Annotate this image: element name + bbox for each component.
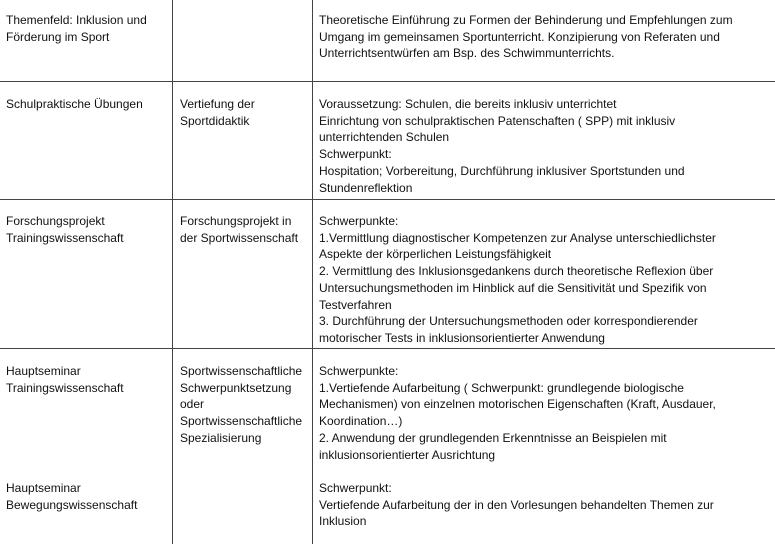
cell-line: Sportwissenschaftliche xyxy=(180,364,303,378)
row-4-module xyxy=(180,363,302,447)
row-2-description xyxy=(319,96,685,196)
cell-line: Schwerpunkte: xyxy=(319,364,399,378)
cell-line: unterrichtenden Schulen xyxy=(319,130,450,145)
cell-line: Koordination…) xyxy=(319,414,403,429)
cell-line: Vertiefende Aufarbeitung der in den Vorlesungen behandelten Themen zur xyxy=(319,497,714,512)
cell-line: Voraussetzung: Schulen, die bereits inklusiv unterrichtet xyxy=(319,97,617,111)
cell-line: Einrichtung von schulpraktischen Patenschaften ( SPP) mit inklusiv xyxy=(319,113,676,128)
cell-line: Hospitation; Vorbereitung, Durchführung inklusiver Sportstunden und xyxy=(319,163,685,178)
cell-line: oder xyxy=(180,397,205,412)
cell-line: Schulpraktische Übungen xyxy=(6,97,143,111)
cell-line: Forschungsprojekt in xyxy=(180,214,292,228)
cell-line: 1.Vertiefende Aufarbeitung ( Schwerpunkt: grundlegende biologische xyxy=(319,380,684,395)
cell-line: Forschungsprojekt xyxy=(6,214,105,228)
cell-line: Mechanismen) von einzelnen motorischen Eigenschaften (Kraft, Ausdauer, xyxy=(319,397,716,412)
row-1-topic xyxy=(6,12,147,45)
cell-line: Stundenreflektion xyxy=(319,180,413,195)
cell-line: Inklusion xyxy=(319,514,367,529)
row-divider xyxy=(0,199,775,200)
cell-line: Spezialisierung xyxy=(180,430,262,445)
cell-line: Untersuchungsmethoden im Hinblick auf die Sensitivität und Spezifik von xyxy=(319,280,707,295)
cell-line: Testverfahren xyxy=(319,297,392,312)
cell-line: 2. Vermittlung des Inklusionsgedankens durch theoretische Reflexion über xyxy=(319,264,714,279)
cell-line: Unterrichtsentwürfen am Bsp. des Schwimmunterrichts. xyxy=(319,46,615,61)
row-2-module xyxy=(180,96,255,129)
row-3-module xyxy=(180,213,298,246)
cell-line: Bewegungswissenschaft xyxy=(6,497,138,512)
row-1-description xyxy=(319,12,733,62)
row-4-description xyxy=(319,363,716,463)
cell-line: 2. Anwendung der grundlegenden Erkenntnisse an Beispielen mit xyxy=(319,430,667,445)
cell-line: Theoretische Einführung zu Formen der Behinderung und Empfehlungen zum xyxy=(319,13,733,27)
cell-line: Vertiefung der xyxy=(180,97,255,111)
cell-line: 3. Durchführung der Untersuchungsmethoden oder korrespondierender xyxy=(319,314,698,329)
cell-line: Förderung im Sport xyxy=(6,29,110,44)
cell-line: Trainingswissenschaft xyxy=(6,230,124,245)
row-divider xyxy=(0,81,775,82)
cell-line: 1.Vermittlung diagnostischer Kompetenzen zur Analyse unterschiedlichster xyxy=(319,230,716,245)
row-5-description xyxy=(319,480,714,530)
cell-line: Hauptseminar xyxy=(6,364,81,378)
cell-line: Schwerpunkt: xyxy=(319,481,392,495)
cell-line: Schwerpunkte: xyxy=(319,214,399,228)
cell-line: Schwerpunktsetzung xyxy=(180,380,292,395)
cell-line: Themenfeld: Inklusion und xyxy=(6,13,147,27)
row-2-topic xyxy=(6,96,143,113)
cell-line: Sportwissenschaftliche xyxy=(180,414,303,429)
row-3-topic xyxy=(6,213,124,246)
cell-line: inklusionsorientierter Ausrichtung xyxy=(319,447,496,462)
cell-line: Trainingswissenschaft xyxy=(6,380,124,395)
cell-line: motorischer Tests in inklusionsorientierter Anwendung xyxy=(319,330,605,345)
cell-line: Schwerpunkt: xyxy=(319,147,392,162)
cell-line: Hauptseminar xyxy=(6,481,81,495)
cell-line: Sportdidaktik xyxy=(180,113,250,128)
row-5-topic xyxy=(6,480,137,513)
cell-line: der Sportwissenschaft xyxy=(180,230,299,245)
row-4-topic xyxy=(6,363,124,396)
row-3-description xyxy=(319,213,716,347)
row-divider xyxy=(0,348,775,349)
cell-line: Aspekte der körperlichen Leistungsfähigkeit xyxy=(319,247,552,262)
cell-line: Umgang im gemeinsamen Sportunterricht. Konzipierung von Referaten und xyxy=(319,29,720,44)
